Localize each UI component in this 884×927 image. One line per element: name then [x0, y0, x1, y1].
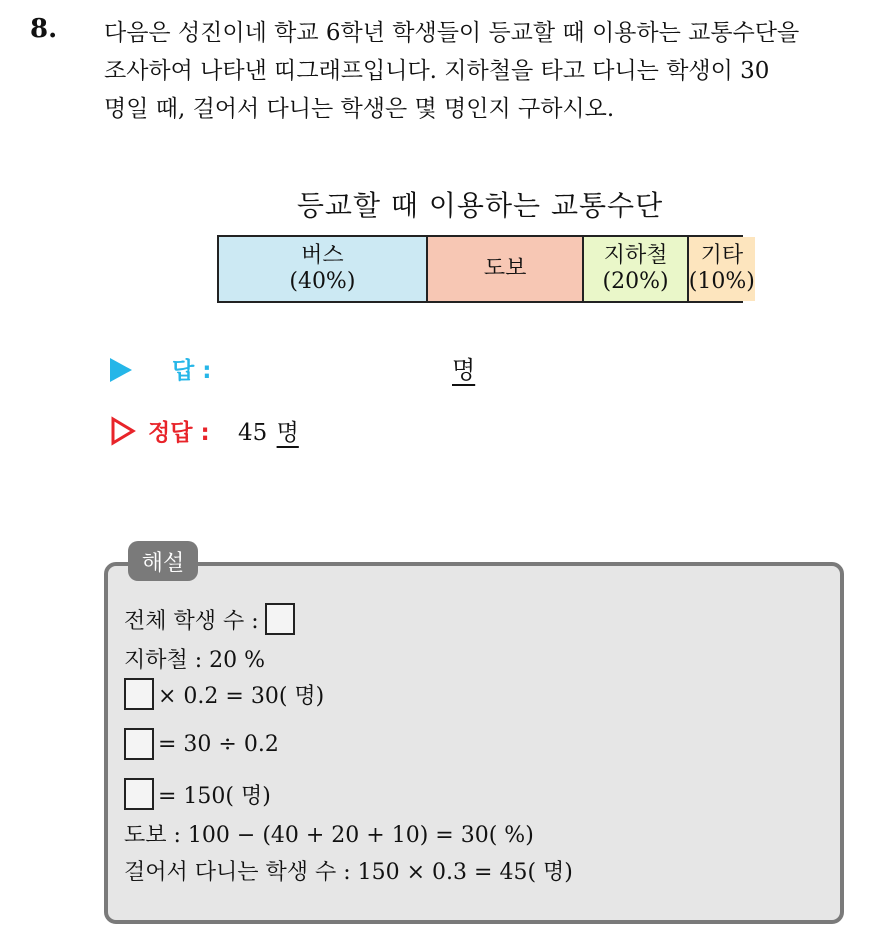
solution-line-5 [124, 778, 271, 810]
solution-line-7-text: 걸어서 다니는 학생 수 : 150 × 0.3 = 45( 명) [124, 860, 573, 885]
correct-answer [238, 414, 299, 447]
graph-title: 등교할 때 이용하는 교통수단 [296, 189, 664, 222]
solution-line-3-text: × 0.2 = 30( 명) [158, 683, 325, 709]
question-text [104, 14, 874, 128]
solution-line-4 [124, 728, 279, 760]
strip-segment-percent: (20%) [602, 269, 669, 294]
correct-answer-label: 정답 : [148, 420, 210, 446]
outline-arrow-icon [110, 416, 136, 446]
solution-line-6-text: 도보 : 100 − (40 + 20 + 10) = 30( %) [124, 823, 534, 848]
question-line-1: 다음은 성진이네 학교 6학년 학생들이 등교할 때 이용하는 교통수단을 [104, 20, 800, 46]
question-line-3: 명일 때, 걸어서 다니는 학생은 몇 명인지 구하시오. [104, 96, 615, 122]
solution-line-5-text: = 150( 명) [158, 783, 271, 809]
solution-tag: 해설 [128, 541, 198, 581]
solution-line-7 [124, 855, 573, 886]
strip-segment-percent: (10%) [688, 269, 755, 294]
strip-segment [219, 237, 428, 301]
answer-row [110, 350, 610, 390]
correct-answer-value: 45 [238, 420, 268, 446]
answer-unit: 명 [452, 356, 476, 384]
strip-segment [689, 237, 755, 301]
solution-line-2 [124, 643, 265, 674]
solution-line-2-text: 지하철 : 20 % [124, 648, 266, 673]
strip-graph [217, 235, 755, 303]
correct-answer-unit: 명 [276, 420, 299, 446]
solution-line-6 [124, 818, 534, 849]
strip-segment-percent: (40%) [289, 269, 356, 294]
solution-line-3 [124, 678, 324, 710]
strip-segment-label: 도보 [483, 256, 527, 281]
correct-answer-row [110, 412, 610, 452]
strip-segment [584, 237, 688, 301]
play-arrow-icon [110, 358, 132, 382]
solution-line-4-text: = 30 ÷ 0.2 [158, 731, 279, 757]
blank-box [124, 728, 154, 760]
solution-line-1 [124, 603, 295, 635]
blank-box [124, 778, 154, 810]
question-line-2: 조사하여 나타낸 띠그래프입니다. 지하철을 타고 다니는 학생이 30 [104, 58, 770, 84]
strip-segment-label: 기타 [700, 243, 744, 268]
answer-label: 답 : [172, 358, 212, 384]
blank-box [124, 678, 154, 710]
strip-segment-label: 버스 [301, 243, 344, 268]
strip-segment [428, 237, 585, 301]
question-number: 8. [30, 14, 58, 44]
strip-segment-label: 지하철 [603, 243, 668, 268]
solution-line-1-text: 전체 학생 수 : [124, 608, 259, 634]
blank-box [265, 603, 295, 635]
